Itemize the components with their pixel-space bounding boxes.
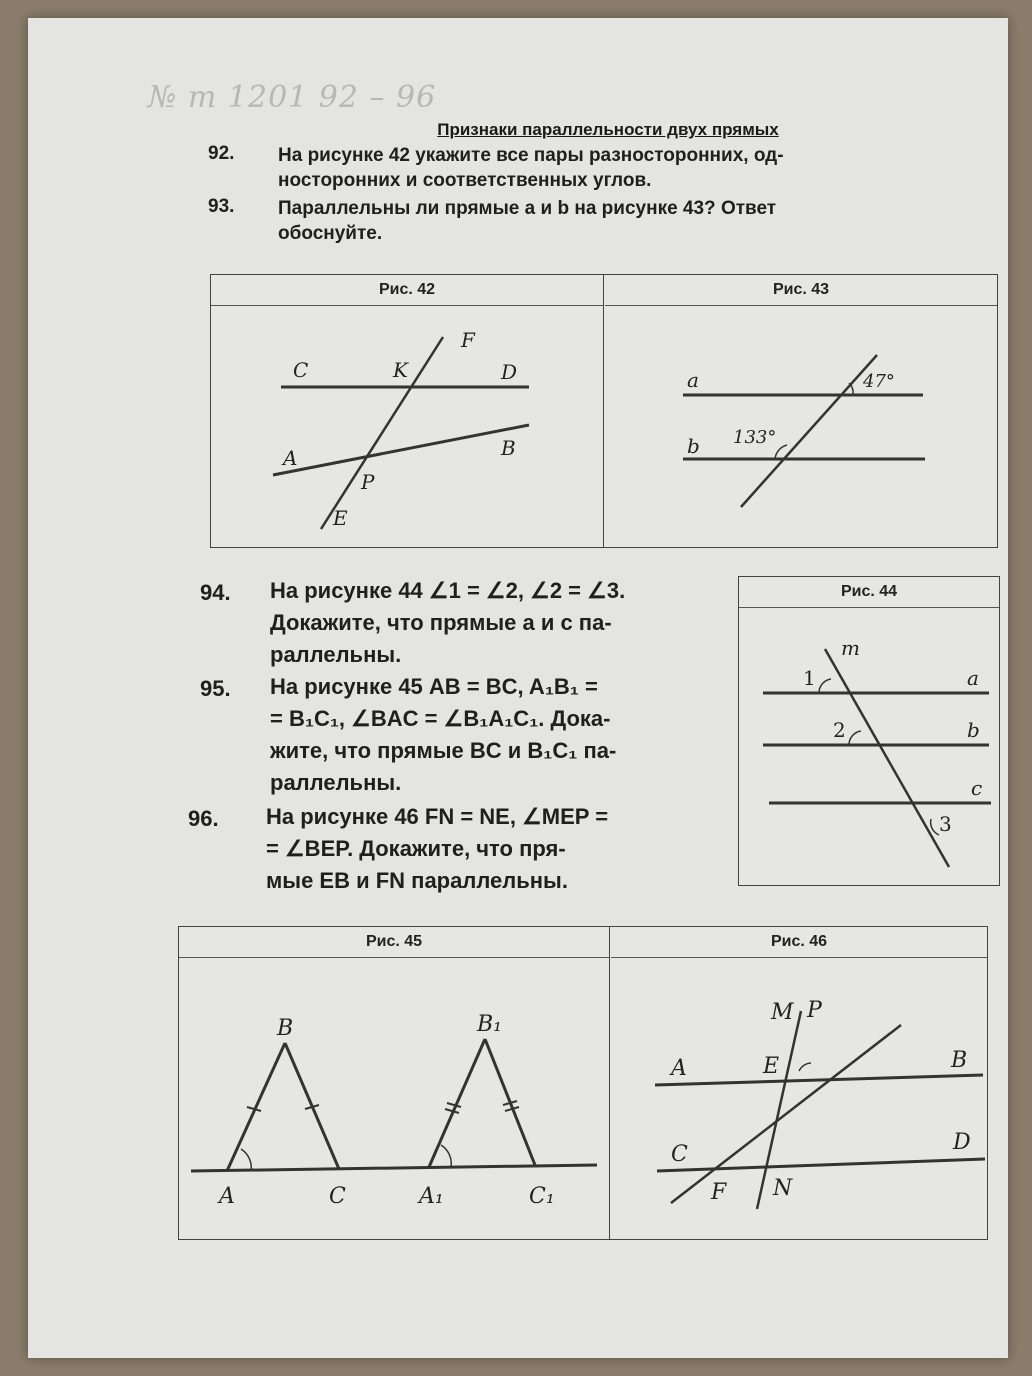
label-b: B (951, 1048, 968, 1073)
label-a: A (283, 446, 298, 470)
label-c: C (293, 358, 309, 382)
label-e: E (763, 1054, 780, 1079)
line-m (825, 649, 949, 867)
figures-42-43-frame (210, 274, 998, 548)
label-k: K (393, 358, 408, 382)
label-c: C (329, 1184, 346, 1209)
label-c1: C₁ (529, 1184, 555, 1209)
task-93-line2: обоснуйте. (278, 223, 383, 244)
fig-46-diagram (611, 959, 987, 1239)
task-95-line2: = B₁C₁, ∠BAC = ∠B₁A₁C₁. Дока- (270, 706, 611, 731)
label-b: B (501, 436, 516, 460)
line-ab (655, 1075, 983, 1085)
task-93-line1: Параллельны ли прямые a и b на рисунке 43? Ответ (278, 198, 777, 219)
task-96-line2: = ∠BEP. Докажите, что пря- (266, 836, 566, 861)
task-95-number: 95. (200, 676, 231, 701)
label-a: A (219, 1184, 235, 1209)
label-c: c (971, 776, 983, 800)
fig-42-diagram (211, 307, 603, 547)
task-96-line3: мые EB и FN параллельны. (266, 868, 568, 893)
side-a1b1 (429, 1039, 485, 1167)
task-92-line2: носторонних и соответственных углов. (278, 170, 652, 191)
handwritten-note: № m 1201 92 – 96 (148, 80, 437, 115)
label-n: N (773, 1176, 793, 1201)
task-92-number: 92. (208, 143, 235, 164)
label-a1: A₁ (419, 1184, 444, 1209)
angle-arc-2 (849, 731, 861, 745)
task-96-number: 96. (188, 806, 219, 831)
label-a: a (967, 666, 979, 690)
angle-1-label: 1 (803, 666, 816, 690)
task-94-line1: На рисунке 44 ∠1 = ∠2, ∠2 = ∠3. (270, 578, 626, 603)
fig-46-title: Рис. 46 (611, 927, 987, 958)
fig-divider (609, 927, 610, 1239)
label-f: F (461, 328, 475, 352)
task-93-number: 93. (208, 196, 235, 217)
line-ef (321, 337, 443, 529)
label-b: b (967, 718, 980, 742)
worksheet-page (28, 18, 1008, 1358)
angle-133-label: 133° (733, 427, 777, 448)
fig-42-title: Рис. 42 (211, 275, 603, 306)
task-94-line2: Докажите, что прямые a и c па- (270, 610, 612, 635)
fig-divider (603, 275, 604, 547)
task-94-number: 94. (200, 580, 231, 605)
label-f: F (711, 1180, 727, 1205)
fig-45-title: Рис. 45 (179, 927, 609, 958)
label-m: m (841, 636, 860, 660)
task-95-line3: жите, что прямые BC и B₁C₁ па- (270, 738, 617, 763)
label-m: M (771, 1000, 794, 1025)
angle-arc-3 (931, 819, 939, 835)
angle-47-label: 47° (863, 371, 895, 392)
label-c: C (671, 1142, 688, 1167)
angle-2-label: 2 (833, 718, 846, 742)
task-94-line3: раллельны. (270, 642, 402, 667)
fig-45-diagram (179, 959, 609, 1239)
label-b: b (687, 434, 700, 458)
task-92-line1: На рисунке 42 укажите все пары разносторонних, од- (278, 145, 784, 166)
fig-44-title: Рис. 44 (739, 577, 999, 608)
angle-arc-a1 (441, 1145, 451, 1167)
task-95-line1: На рисунке 45 AB = BC, A₁B₁ = (270, 674, 598, 699)
fig-43-title: Рис. 43 (605, 275, 997, 306)
angle-3-label: 3 (939, 812, 952, 836)
side-ab (227, 1043, 285, 1171)
fig-44-diagram (739, 609, 999, 885)
figure-44-frame (738, 576, 1000, 886)
angle-arc-1 (819, 679, 831, 693)
label-a: a (687, 368, 699, 392)
fig-43-diagram (605, 307, 997, 547)
task-96-line1: На рисунке 46 FN = NE, ∠MEP = (266, 804, 609, 829)
label-e: E (333, 506, 348, 530)
task-95-line4: раллельны. (270, 770, 402, 795)
label-d: D (953, 1130, 971, 1155)
angle-arc-a (241, 1149, 251, 1171)
line-cd (657, 1159, 985, 1171)
angle-arc-47 (849, 383, 853, 395)
label-a: A (671, 1056, 687, 1081)
label-b1: B₁ (477, 1012, 502, 1037)
section-title: Признаки параллельности двух прямых (437, 120, 779, 139)
label-p: P (361, 470, 375, 494)
label-p: P (807, 998, 822, 1023)
label-b: B (277, 1016, 294, 1041)
angle-arc-e (799, 1063, 811, 1071)
figures-45-46-frame (178, 926, 988, 1240)
label-d: D (501, 360, 518, 384)
line-ab (273, 425, 529, 475)
